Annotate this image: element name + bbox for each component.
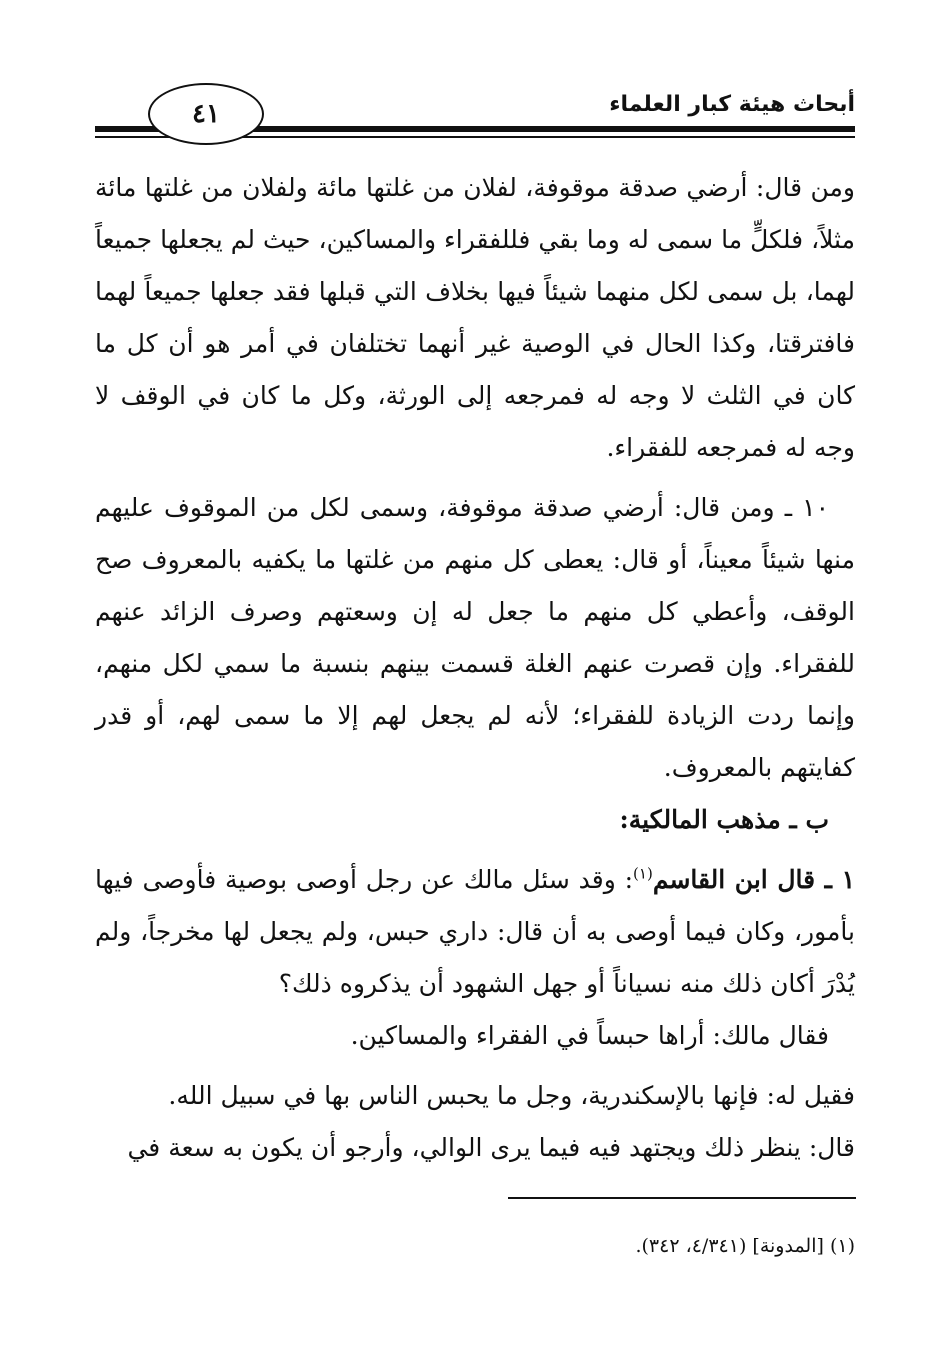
running-title: أبحاث هيئة كبار العلماء (609, 92, 855, 117)
main-text (95, 162, 855, 1174)
paragraph-4: فقال مالك: أراها حبساً في الفقراء والمساكين. (350, 1021, 829, 1050)
paragraph-6: قال: ينظر ذلك ويجتهد فيه فيما يرى الوالي، وأرجو أن يكون به سعة في (127, 1133, 855, 1162)
footnote-marker: (١) (633, 864, 653, 883)
footnote-1: (١) [المدونة] (٤/٣٤١، ٣٤٢). (635, 1235, 855, 1257)
paragraph-2: ١٠ ـ ومن قال: أرضي صدقة موقوفة، وسمى لكل من الموقوف عليهم منها شيئاً معيناً، أو قال: يعطى كل منهم من غلتها ما يكفيه بالمعروف صح الوقف، وأعطي كل منهم ما جعل له إن وسعتهم وصرف الزائد عنهم للفقراء. وإن قصرت عنهم الغلة قسمت بينهم بنسبة ما سمي لكل منهم، وإنما ردت الزيادة للفقراء؛ لأنه لم يجعل لهم إلا ما سمى لهم، أو قدر كفايتهم بالمعروف. (95, 493, 855, 782)
paragraph-3-text: : وقد سئل مالك عن رجل أوصى بوصية فأوصى فيها بأمور، وكان فيما أوصى به أن قال: داري حبس، ولم يجعل لها مخرجاً، ولم يُدْرَ أكان ذلك منه نسياناً أو جهل الشهود أن يذكروه ذلك؟ (95, 865, 855, 998)
section-heading-maliki: ب ـ مذهب المالكية: (619, 805, 829, 834)
page-header (95, 70, 855, 160)
footnote-separator (508, 1197, 856, 1199)
paragraph-1: ومن قال: أرضي صدقة موقوفة، لفلان من غلتها مائة ولفلان من غلتها مائة مثلاً، فلكلٍّ ما سمى له وما بقي فللفقراء والمساكين، حيث لم يجعلها جميعاً لهما، بل سمى لكل منهما شيئاً فيها بخلاف التي قبلها فقد جعلها جميعاً لهما فافترقتا، وكذا الحال في الوصية غير أنهما تختلفان في أمر هو أن كل ما كان في الثلث لا وجه له فمرجعه إلى الورثة، وكل ما كان في الوقف لا وجه له فمرجعه للفقراء. (95, 173, 855, 462)
paragraph-3-lead: ١ ـ قال ابن القاسم (652, 865, 855, 894)
page-number: ٤١ (148, 83, 264, 145)
paragraph-3 (95, 854, 855, 1010)
paragraph-5: فقيل له: فإنها بالإسكندرية، وجل ما يحبس الناس بها في سبيل الله. (168, 1081, 855, 1110)
